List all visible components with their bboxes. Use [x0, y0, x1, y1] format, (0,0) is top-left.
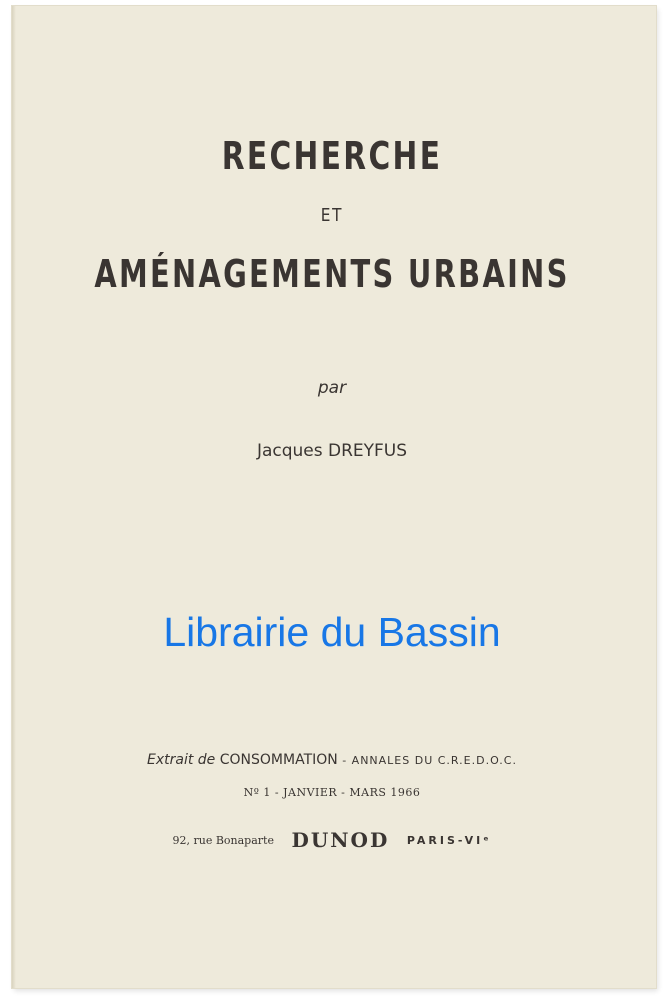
- extract-journal: CONSOMMATION: [219, 752, 338, 768]
- publisher-line: [0, 828, 664, 852]
- issue-line: Nº 1 - JANVIER - MARS 1966: [243, 786, 421, 799]
- publisher-name: DUNOD: [291, 828, 390, 852]
- by-label: par: [317, 378, 347, 398]
- title-line-1: RECHERCHE: [221, 134, 443, 178]
- extract-prefix: Extrait de: [147, 752, 216, 768]
- publisher-city: PARIS-VIᵉ: [406, 834, 492, 847]
- seller-watermark: Librairie du Bassin: [163, 609, 501, 655]
- extract-suffix: - ANNALES DU C.R.E.D.O.C.: [342, 754, 517, 767]
- extract-line: [0, 752, 664, 768]
- author-name: Jacques DREYFUS: [256, 441, 408, 461]
- publisher-address: 92, rue Bonaparte: [172, 834, 274, 847]
- title-line-2: AMÉNAGEMENTS URBAINS: [94, 252, 570, 296]
- title-conjunction: ET: [320, 205, 344, 226]
